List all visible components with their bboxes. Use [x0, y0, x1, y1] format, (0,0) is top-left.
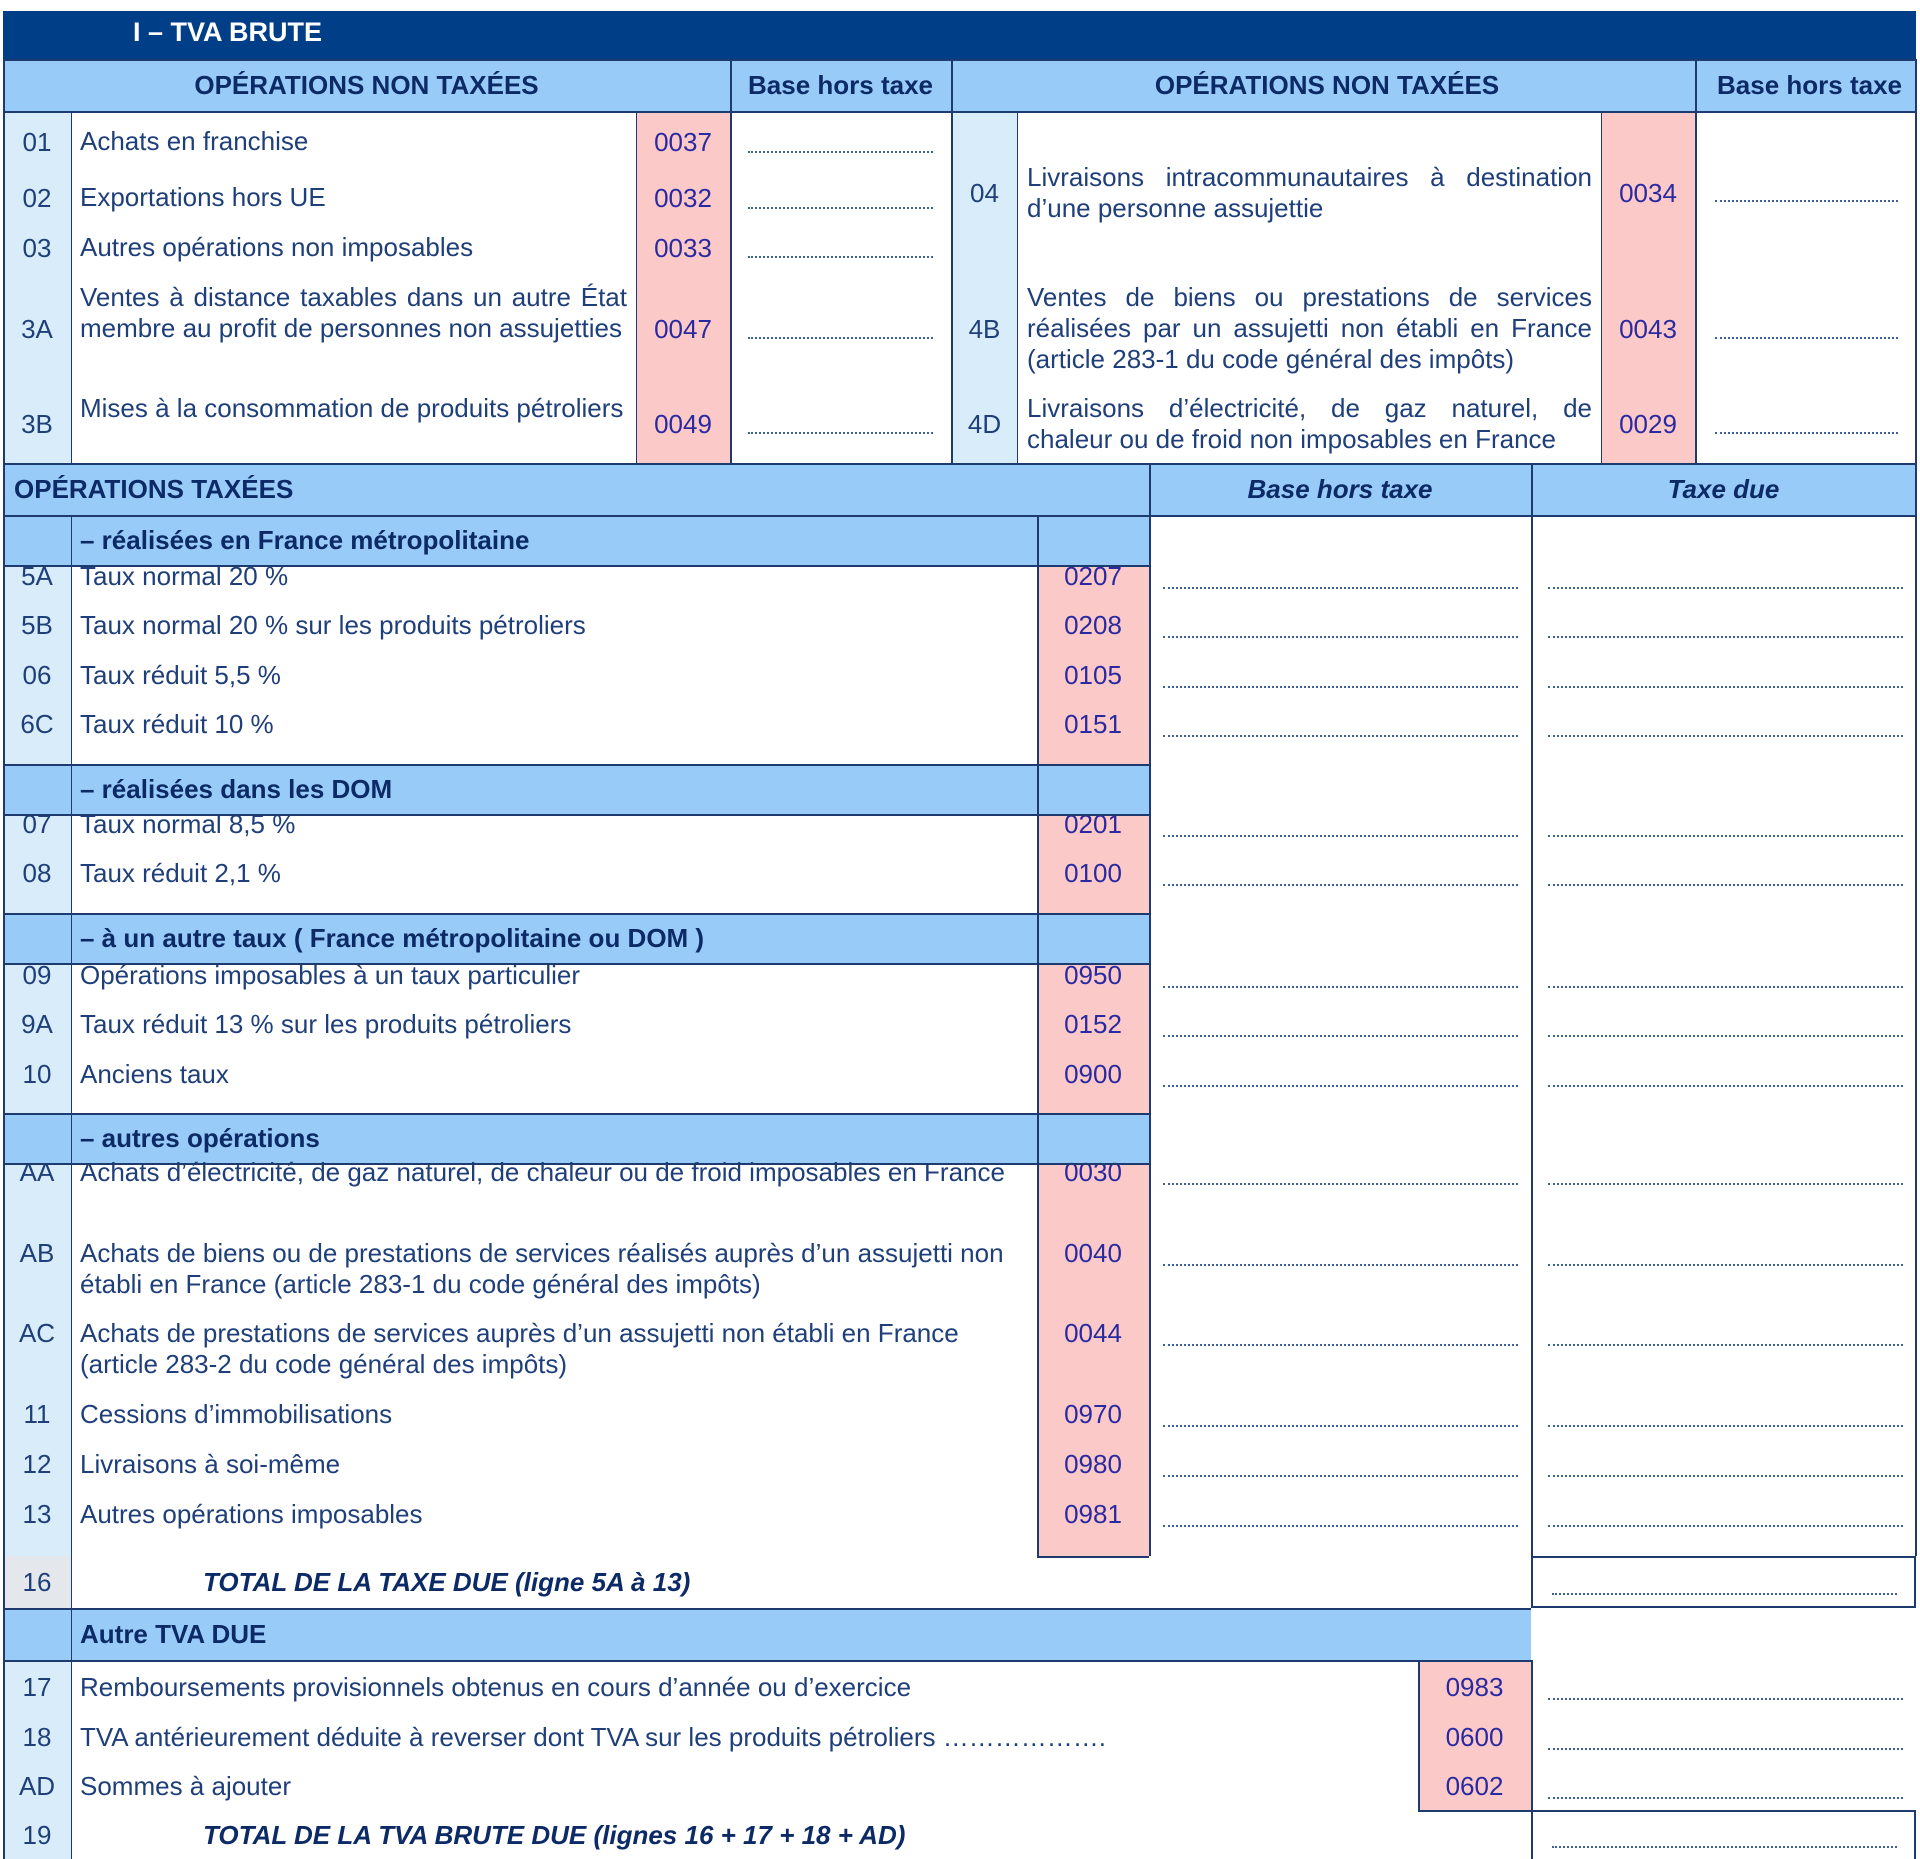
base-hors-taxe-input[interactable] [1715, 200, 1898, 202]
base-hors-taxe-input[interactable] [1715, 432, 1898, 434]
table-border [730, 59, 732, 463]
row-label: Cessions d’immobilisations [80, 1399, 393, 1429]
box-code: 0983 [1445, 1672, 1504, 1702]
base-hors-taxe-input[interactable] [1163, 1525, 1518, 1527]
row-number: 12 [22, 1449, 52, 1479]
form-title: I – TVA BRUTE [133, 17, 323, 47]
non-taxees-header-right: OPÉRATIONS NON TAXÉES [1154, 70, 1500, 100]
table-border [1531, 463, 1533, 1608]
row-number: 11 [23, 1399, 51, 1429]
num-column [3, 1163, 71, 1556]
base-hors-taxe-input[interactable] [1163, 636, 1518, 638]
total-taxe-due-input[interactable] [1552, 1593, 1897, 1595]
table-border [1695, 59, 1697, 463]
box-code: 0981 [1064, 1499, 1122, 1529]
table-border [1601, 111, 1602, 463]
box-code: 0980 [1064, 1449, 1122, 1479]
base-hors-taxe-input[interactable] [748, 256, 933, 258]
base-hors-taxe-input[interactable] [1163, 735, 1518, 737]
table-border [3, 913, 1149, 915]
table-border [1418, 1810, 1531, 1812]
box-code: 0034 [1619, 178, 1677, 208]
box-code: 0049 [654, 409, 712, 439]
table-border [1149, 463, 1151, 1556]
table-border [3, 463, 1916, 465]
taxe-due-input[interactable] [1548, 735, 1903, 737]
base-hors-taxe-input[interactable] [1163, 1425, 1518, 1427]
row-label: Taux normal 20 % sur les produits pétroliers [80, 610, 586, 640]
box-code: 0029 [1619, 409, 1677, 439]
taxe-due-input[interactable] [1548, 1425, 1903, 1427]
box-code: 0033 [654, 232, 712, 263]
row-number: 04 [970, 178, 999, 208]
row-label: Ventes à distance taxables dans un autre État membre au profit de personnes non assujetties [80, 282, 627, 343]
row-label: Taux normal 8,5 % [80, 809, 296, 839]
table-border [1017, 111, 1018, 463]
base-hors-taxe-input[interactable] [1715, 337, 1898, 339]
taxe-due-input[interactable] [1548, 587, 1903, 589]
row-number: 9A [21, 1009, 53, 1039]
base-hors-taxe-input[interactable] [1163, 686, 1518, 688]
table-border [3, 111, 1916, 113]
base-hors-taxe-input[interactable] [1163, 1475, 1518, 1477]
table-border [71, 111, 72, 463]
taxe-due-input[interactable] [1548, 835, 1903, 837]
section-header-num-cell [3, 515, 71, 565]
table-border [71, 515, 72, 1859]
row-number: 10 [22, 1059, 52, 1089]
row-label: Sommes à ajouter [80, 1771, 291, 1801]
base-hors-taxe-input[interactable] [1163, 1264, 1518, 1266]
base-hors-taxe-input[interactable] [748, 337, 933, 339]
autre-tva-title: Autre TVA DUE [80, 1619, 267, 1649]
row-label: TVA antérieurement déduite à reverser dont TVA sur les produits pétroliers ………………. [80, 1722, 1106, 1752]
row-number: 16 [22, 1567, 52, 1597]
code-column [1037, 1163, 1149, 1556]
box-code: 0032 [654, 182, 712, 213]
box-code: 0040 [1064, 1238, 1122, 1268]
taxe-due-input[interactable] [1548, 1085, 1903, 1087]
row-label: Anciens taux [80, 1059, 229, 1089]
row-label: Opérations imposables à un taux particulier [80, 960, 581, 990]
taxe-due-input[interactable] [1548, 636, 1903, 638]
box-code: 0037 [654, 126, 712, 157]
section-title: – réalisées en France métropolitaine [80, 525, 530, 555]
row-number: 5B [21, 610, 53, 640]
base-hors-taxe-input[interactable] [1163, 1085, 1518, 1087]
taxe-due-input[interactable] [1548, 986, 1903, 988]
base-hors-taxe-input[interactable] [748, 432, 933, 434]
row-label: Taux réduit 5,5 % [80, 660, 281, 690]
row-number: 03 [22, 232, 52, 263]
taxe-due-input[interactable] [1548, 1797, 1903, 1799]
section-title: – réalisées dans les DOM [80, 774, 393, 804]
base-hors-taxe-input[interactable] [748, 151, 933, 153]
base-hors-taxe-input[interactable] [1163, 884, 1518, 886]
base-hors-taxe-input[interactable] [1163, 1035, 1518, 1037]
row-number: 02 [22, 182, 52, 213]
row-number: 06 [22, 660, 52, 690]
section-header-num-cell [3, 764, 71, 814]
row-label: Remboursements provisionnels obtenus en cours d’année ou d’exercice [80, 1672, 912, 1702]
row-label: Achats en franchise [80, 126, 309, 156]
table-border [3, 1163, 1149, 1165]
box-code: 0030 [1064, 1157, 1122, 1187]
row-label: Taux normal 20 % [80, 561, 289, 591]
row-number: AD [18, 1771, 56, 1801]
box-code: 0600 [1445, 1722, 1504, 1752]
taxe-due-input[interactable] [1548, 1525, 1903, 1527]
row-number: 3A [21, 314, 53, 344]
row-number: 5A [21, 561, 53, 591]
row-number: 07 [22, 809, 52, 839]
section-title: – autres opérations [80, 1123, 320, 1153]
box-code: 0044 [1064, 1318, 1122, 1348]
table-border [1418, 1660, 1420, 1810]
base-hors-taxe-input[interactable] [1163, 1344, 1518, 1346]
table-border [3, 1113, 1149, 1115]
row-number: AC [18, 1318, 56, 1348]
row-number: 17 [22, 1672, 52, 1702]
box-code: 0100 [1064, 858, 1122, 888]
row-label: Achats d’électricité, de gaz naturel, de chaleur ou de froid imposables en France [80, 1157, 1005, 1187]
section-title: – à un autre taux ( France métropolitaine ou DOM ) [80, 923, 705, 953]
box-code: 0152 [1064, 1009, 1122, 1039]
row-label: Livraisons à soi-même [80, 1449, 341, 1479]
table-border [636, 111, 637, 463]
box-code: 0208 [1064, 610, 1122, 640]
total-tva-brute-input[interactable] [1552, 1846, 1897, 1848]
base-hors-taxe-input[interactable] [1163, 1183, 1518, 1185]
base-hors-taxe-input[interactable] [1163, 986, 1518, 988]
taxees-header: OPÉRATIONS TAXÉES [14, 474, 294, 504]
row-number: 4B [968, 314, 1001, 344]
row-number: 4D [967, 409, 1002, 439]
box-code: 0151 [1064, 709, 1122, 739]
table-border [3, 515, 1149, 517]
row-label: Autres opérations non imposables [80, 232, 474, 262]
row-number: 08 [22, 858, 52, 888]
row-label: Taux réduit 13 % sur les produits pétroliers [80, 1009, 572, 1039]
table-border [3, 963, 1149, 965]
taxe-due-column-header: Taxe due [1667, 474, 1780, 504]
table-border [951, 59, 953, 463]
row-number: 13 [22, 1499, 52, 1529]
table-border [3, 1608, 1531, 1610]
total-tva-brute-cell [1531, 1810, 1916, 1859]
row-label: Ventes de biens ou prestations de services réalisées par un assujetti non établi en France (article 283-1 du code général des impôts) [1027, 282, 1592, 374]
taxe-due-input[interactable] [1548, 884, 1903, 886]
box-code: 0043 [1619, 314, 1677, 344]
non-taxees-header-left: OPÉRATIONS NON TAXÉES [194, 70, 539, 100]
row-label: Autres opérations imposables [80, 1499, 423, 1529]
row-number: 09 [22, 960, 52, 990]
table-border [1037, 515, 1039, 1556]
base-hors-taxe-column-header: Base hors taxe [1247, 474, 1433, 504]
table-border [3, 764, 1149, 766]
row-label: Exportations hors UE [80, 182, 326, 212]
total-taxe-due-cell [1531, 1556, 1916, 1608]
row-number: 18 [22, 1722, 52, 1752]
box-code: 0900 [1064, 1059, 1122, 1089]
box-code: 0105 [1064, 660, 1122, 690]
total-taxe-due-label: TOTAL DE LA TAXE DUE (ligne 5A à 13) [203, 1567, 691, 1597]
table-border [1037, 1556, 1149, 1558]
table-border [3, 814, 1149, 816]
row-label: Livraisons d’électricité, de gaz naturel, de chaleur ou de froid non imposables en France [1027, 393, 1592, 454]
box-code: 0602 [1445, 1771, 1504, 1801]
base-hors-taxe-header-left: Base hors taxe [748, 70, 933, 100]
table-border [1915, 59, 1917, 1556]
box-code: 0207 [1064, 561, 1122, 591]
row-number: 19 [22, 1820, 52, 1850]
section-header-num-cell [3, 1113, 71, 1163]
table-border [3, 565, 1149, 567]
table-border [3, 59, 5, 1859]
total-tva-brute-label: TOTAL DE LA TVA BRUTE DUE (lignes 16 + 17 + 18 + AD) [203, 1820, 906, 1850]
row-number: 6C [20, 709, 54, 739]
row-label: Achats de biens ou de prestations de services réalisés auprès d’un assujetti non établi en France (article 283-1 du code général des impôts) [80, 1238, 1004, 1299]
taxe-due-input[interactable] [1548, 1748, 1903, 1750]
taxe-due-input[interactable] [1548, 1264, 1903, 1266]
taxe-due-input[interactable] [1548, 1183, 1903, 1185]
base-hors-taxe-input[interactable] [748, 207, 933, 209]
row-label: Taux réduit 2,1 % [80, 858, 281, 888]
row-number: AA [19, 1157, 55, 1187]
row-label: Achats de prestations de services auprès d’un assujetti non établi en France (article 283-2 du code général des impôts) [80, 1318, 959, 1379]
row-label: Livraisons intracommunautaires à destination d’une personne assujettie [1027, 162, 1592, 223]
box-code: 0970 [1064, 1399, 1122, 1429]
base-hors-taxe-input[interactable] [1163, 587, 1518, 589]
section-header-num-cell [3, 913, 71, 963]
box-code: 0201 [1064, 809, 1122, 839]
table-border [1531, 1660, 1533, 1810]
row-number: AB [19, 1238, 55, 1268]
base-hors-taxe-input[interactable] [1163, 835, 1518, 837]
taxe-due-input[interactable] [1548, 1344, 1903, 1346]
row-label: Taux réduit 10 % [80, 709, 274, 739]
box-code: 0950 [1064, 960, 1122, 990]
row-number: 3B [21, 409, 53, 439]
base-hors-taxe-header-right: Base hors taxe [1717, 70, 1902, 100]
table-border [3, 59, 1916, 61]
row-label: Mises à la consommation de produits pétroliers [80, 393, 624, 423]
box-code: 0047 [654, 314, 712, 344]
row-number: 01 [22, 126, 52, 157]
table-border [3, 1660, 1531, 1662]
taxe-due-input[interactable] [1548, 1475, 1903, 1477]
taxe-due-input[interactable] [1548, 686, 1903, 688]
taxe-due-input[interactable] [1548, 1035, 1903, 1037]
taxe-due-input[interactable] [1548, 1698, 1903, 1700]
